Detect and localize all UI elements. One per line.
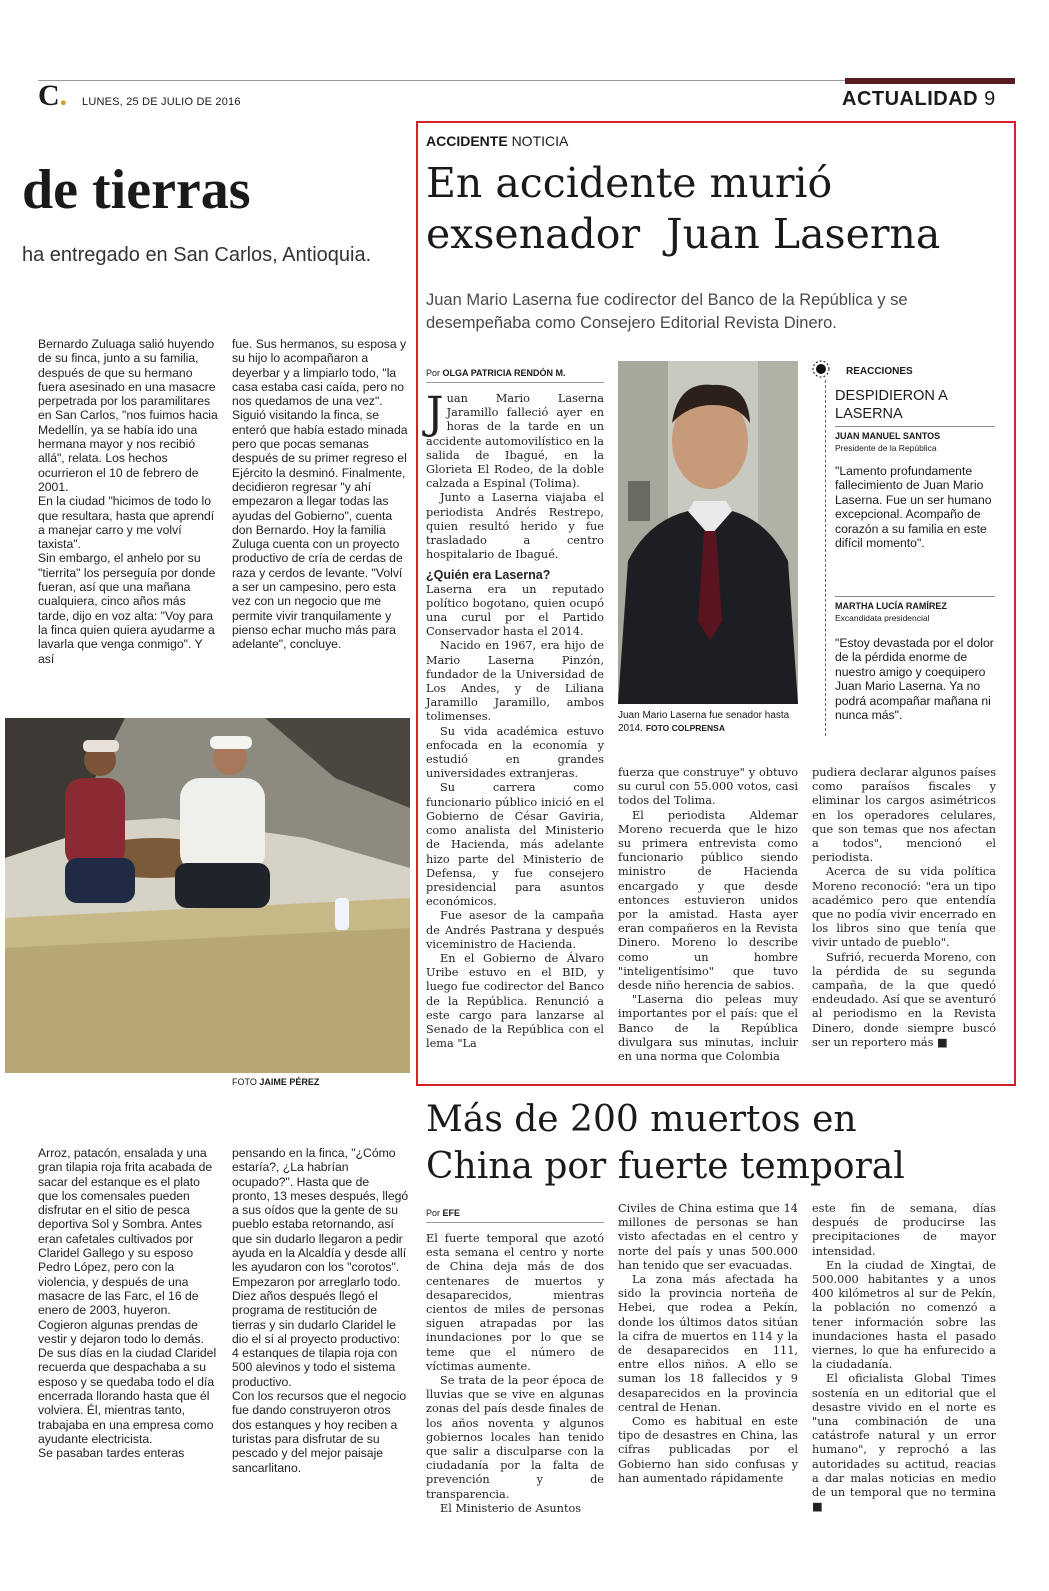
reaction-role: Presidente de la República (835, 443, 937, 453)
china-col-2 (618, 1202, 798, 1486)
paragraph: Con los recursos que el negocio fue dando construyeron otros dos estanques y hoy reciben a turistas para disfrutar de su pescado y del mejor paisaje sancarlitano. (232, 1389, 407, 1475)
left-col-4 (232, 1146, 410, 1475)
article-col-3 (812, 766, 996, 1050)
photo-credit: FOTO JAIME PÉREZ (232, 1077, 320, 1087)
article-kicker: ACCIDENTE NOTICIA (426, 133, 569, 149)
section-color-bar (845, 78, 1015, 84)
paragraph: El fuerte temporal que azotó esta semana el centro y norte de China deja más de dos centenares de muertos y desaparecidos, mientras cientos de miles de personas siguen atrapadas por las inundaciones por lo que se teme que el número de víctimas aumente. (426, 1232, 604, 1373)
reaction-role: Excandidata presidencial (835, 613, 930, 623)
article-deck: Juan Mario Laserna fue codirector del Banco de la República y se desempeñaba como Consejero Editorial Revista Dinero. (426, 291, 908, 332)
paragraph: Su carrera como funcionario público inició en el Gobierno de César Gaviria, como analista del Ministerio de Hacienda, más adelante hizo parte del Ministerio de Defensa, y fue consejero presidencial para asuntos económicos. (426, 781, 604, 909)
paragraph: pensando en la finca, "¿Cómo estaría?, ¿La habrían ocupado?". Hasta que de pronto, 13 meses después, llegó a sus oídos que la gente de su pueblo estaba retornando, así que sin dudarlo llegaron a pedir ayuda en la Alcaldía y desde allí les ayudaron con los "corotos". Empezaron por arreglarlo todo. (232, 1146, 409, 1289)
paragraph: Civiles de China estima que 14 millones de personas se han visto afectadas en el centro y norte del país y unas 500.000 han tenido que ser evacuadas. (618, 1202, 798, 1272)
paragraph: Nacido en 1967, era hijo de Mario Laserna Pinzón, fundador de la Universidad de Los Andes, y de Liliana Jaramillo Jaramillo, ambos tolimenses. (426, 639, 604, 724)
china-col-3 (812, 1202, 996, 1514)
reactions-title: REACCIONES (846, 366, 913, 377)
newspaper-logo: C. (38, 79, 68, 112)
speech-bubble-icon (812, 360, 830, 378)
left-col-1 (38, 337, 218, 666)
paragraph: Se trata de la peor época de lluvias que se vive en algunas zonas del país desde finales de los años noventa y algunos gobiernos locales han tenido que salir a disculparse con la ciudadanía por la falta de prevención y de transparencia. (426, 1374, 604, 1501)
reactions-heading: DESPIDIERON A LASERNA (835, 388, 948, 422)
paragraph: Laserna era un reputado político bogotano, quien ocupó una curul por el Partido Conservador hasta el 2014. (426, 582, 604, 639)
paragraph: De sus días en la ciudad Claridel recuerda que despachaba a su esposo y se quedaba todo el día encerrada llorando hasta que él volviera. Él, mientras tanto, trabajaba en una empresa como ayudante electricista. (38, 1346, 217, 1446)
paragraph: Sin embargo, el anhelo por su "tierrita" los perseguía por donde fueran, así que una mañana cualquiera, cinco años más tarde, dijo en voz alta: "Voy para la finca quien quiera ayudarme a lavarla que venga conmigo". Y así (38, 551, 216, 666)
paragraph: El Ministerio de Asuntos (440, 1501, 582, 1515)
article-col-1 (426, 388, 604, 1051)
paragraph: El oficialista Global Times sostenía en un editorial que el desastre vivido en el norte es "una combinación de una catástrofe natural y un error humano", y reprochó a las autoridades su actitud, reacias a dar malas noticias en medio de un temporal que no termina ■ (812, 1372, 996, 1514)
article-byline: Por OLGA PATRICIA RENDÓN M. (426, 368, 566, 378)
paragraph: Bernardo Zuluaga salió huyendo de su finca, junto a su familia, después de que su hermano fuera asesinado en una masacre perpetrada por los paramilitares en San Carlos, "nos fuimos hacia Medellín, ya se había ido una hermana mayor y nos recibió allá", relata. Los hechos ocurrieron el 10 de febrero de 2001. (38, 337, 218, 494)
paragraph: En el Gobierno de Álvaro Uribe estuvo en el BID, y luego fue codirector del Banco de la República. Renunció a este cargo para lanzarse al Senado de la República con el lema "La (426, 951, 604, 1051)
china-headline: Más de 200 muertos en China por fuerte temporal (426, 1099, 905, 1187)
article-headline: En accidente murió exsenador Juan Laserna (426, 159, 941, 258)
paragraph: Arroz, patacón, ensalada y una gran tilapia roja frita acabada de sacar del estanque es el plato que los comensales pueden disfrutar en el sitio de pesca deportiva Sol y Sombra. Antes eran cafetales cultivados por Claridel Gallego y su esposo Pedro López, pero con la violencia, y después de una masacre de las Farc, el 16 de enero de 2003, huyeron. Cogieron algunas prendas de vestir y dejaron todo lo demás. (38, 1146, 213, 1346)
byline-rule (426, 1222, 604, 1223)
paragraph: "Laserna dio peleas muy importantes por el país: que el Banco de la República divulgara sus minutas, incluir en una norma que Colombia (618, 993, 798, 1064)
left-headline: de tierras (22, 159, 251, 221)
portrait-caption: Juan Mario Laserna fue senador hasta 2014. FOTO COLPRENSA (618, 710, 790, 734)
china-col-1 (426, 1232, 604, 1516)
paragraph: Diez años después llegó el programa de restitución de tierras y sin dudarlo Claridel le dio el sí al proyecto productivo: 4 estanques de tilapia roja con 500 alevinos y todo el sistema productivo. (232, 1288, 401, 1389)
paragraph: Sufrió, recuerda Moreno, con la pérdida de su segunda campaña, de la que quedó endeudado. Así que se aventuró al periodismo en la Revista Dinero, donde siempre buscó ser un reportero más ■ (812, 950, 996, 1049)
reaction-rule (835, 426, 995, 427)
paragraph: El periodista Aldemar Moreno recuerda que le hizo su primera entrevista como funcionario público siendo ministro de Hacienda encargado y que desde entonces estuvieron unidos por la amistad. Hasta ayer eran compañeros en la Revista Dinero. Moreno lo describe como un hombre "inteligentísimo" que tuvo desde niño herencia de sabios. (618, 808, 798, 993)
paragraph: Junto a Laserna viajaba el periodista Andrés Restrepo, quien resultó herido y fue trasladado a centro hospitalario de Ibagué. (426, 491, 604, 562)
reactions-divider (825, 380, 826, 736)
article-col-2 (618, 766, 798, 1064)
reaction-name: MARTHA LUCÍA RAMÍREZ (835, 601, 947, 611)
dropcap: J (426, 388, 444, 439)
paragraph: En la ciudad "hicimos de todo lo que resultara, hasta que aprendí a manejar carro y me volví taxista". (38, 494, 215, 552)
page-number: 9 (984, 88, 996, 110)
china-byline: Por EFE (426, 1208, 461, 1218)
section-label: ACTUALIDAD 9 (842, 88, 996, 110)
paragraph: fuerza que construye" y obtuvo su curul con 55.000 votos, casi todos del Tolima. (618, 766, 798, 808)
paragraph: pudiera declarar algunos países como paraísos fiscales y eliminar los cargos asimétricos en los operadores celulares, que son temas que nos afectan a todos", mencionó el periodista. (812, 766, 996, 865)
reaction-name: JUAN MANUEL SANTOS (835, 431, 941, 441)
paragraph: Su vida académica estuvo enfocada en la economía y estudió en grandes universidades extranjeras. (426, 724, 604, 781)
issue-date: LUNES, 25 DE JULIO DE 2016 (82, 96, 241, 108)
paragraph: fue. Sus hermanos, su esposa y su hijo lo acompañaron a deyerbar y a limpiarlo todo, "la casa estaba casi caída, pero no nos quedamos de una vez". Siguió visitando la finca, se enteró que había estado minada pero que pocas semanas después de su primer regreso el Ejército la desminó. Finalmente, decidieron regresar "y ahí empezaron a llegar todas las ayudas del Gobierno", cuenta don Bernardo. Hoy la familia Zuluga cuenta con un proyecto productivo de cría de cerdas de raza y cerdos de levante. "Volví a ser un campesino, pero esta vez con un negocio que me permite vivir tranquilamente y pienso echar mucho más para adelante", concluye. (232, 337, 408, 652)
paragraph: Se pasaban tardes enteras (38, 1446, 185, 1461)
paragraph: Acerca de su vida política Moreno reconoció: "era un tipo académico pero que entendía que no podía vivir encerrado en los libros sino que tenía que vivir untado de pueblo". (812, 865, 996, 950)
reaction-quote: "Estoy devastada por el dolor de la pérdida enorme de nuestro amigo y coequipero Juan Mario Laserna. Ya no podrá acompañar mañana ni nunca más". (835, 636, 994, 723)
left-col-2 (232, 337, 410, 652)
left-deck: ha entregado en San Carlos, Antioquia. (22, 244, 372, 266)
paragraph: este fin de semana, días después de producirse las precipitaciones de mayor intensidad. (812, 1202, 996, 1258)
byline-rule (426, 382, 604, 383)
article-subhead: ¿Quién era Laserna? (426, 568, 551, 583)
farmers-photo (5, 718, 410, 1073)
paragraph: Fue asesor de la campaña de Andrés Pastrana y después viceministro de Hacienda. (426, 909, 604, 951)
paragraph: Como es habitual en este tipo de desastres en China, las cifras publicadas por el Gobierno han sido confusas y han aumentado rápidamente (618, 1415, 798, 1485)
paragraph: La zona más afectada ha sido la provincia norteña de Hebei, que rodea a Pekín, donde los últimos datos sitúan la cifra de muertos en 114 y la de desaparecidos en 111, entre ellos niños. A ello se suman los 18 fallecidos y 9 desaparecidos en la provincia central de Henan. (618, 1273, 798, 1414)
left-col-3 (38, 1146, 218, 1461)
reaction-quote: "Lamento profundamente fallecimiento de Juan Mario Laserna. Fue un ser humano excepcional. Acompaño de corazón a su familia en este difícil momento". (835, 464, 992, 551)
laserna-portrait (618, 361, 798, 704)
paragraph: En la ciudad de Xingtai, de 500.000 habitantes y a unos 400 kilómetros al sur de Pekín, la población no comenzó a tener información sobre las inundaciones hasta el pasado viernes, lo que ha enfurecido a la ciudadanía. (812, 1258, 996, 1372)
reaction-rule (835, 596, 995, 597)
lead-paragraph: Juan Mario Laserna Jaramillo falleció ayer en horas de la tarde en un accidente automovilístico en la salida de Ibagué, en la Glorieta El Rodeo, de la doble calzada a Espinal (Tolima). (426, 388, 604, 491)
